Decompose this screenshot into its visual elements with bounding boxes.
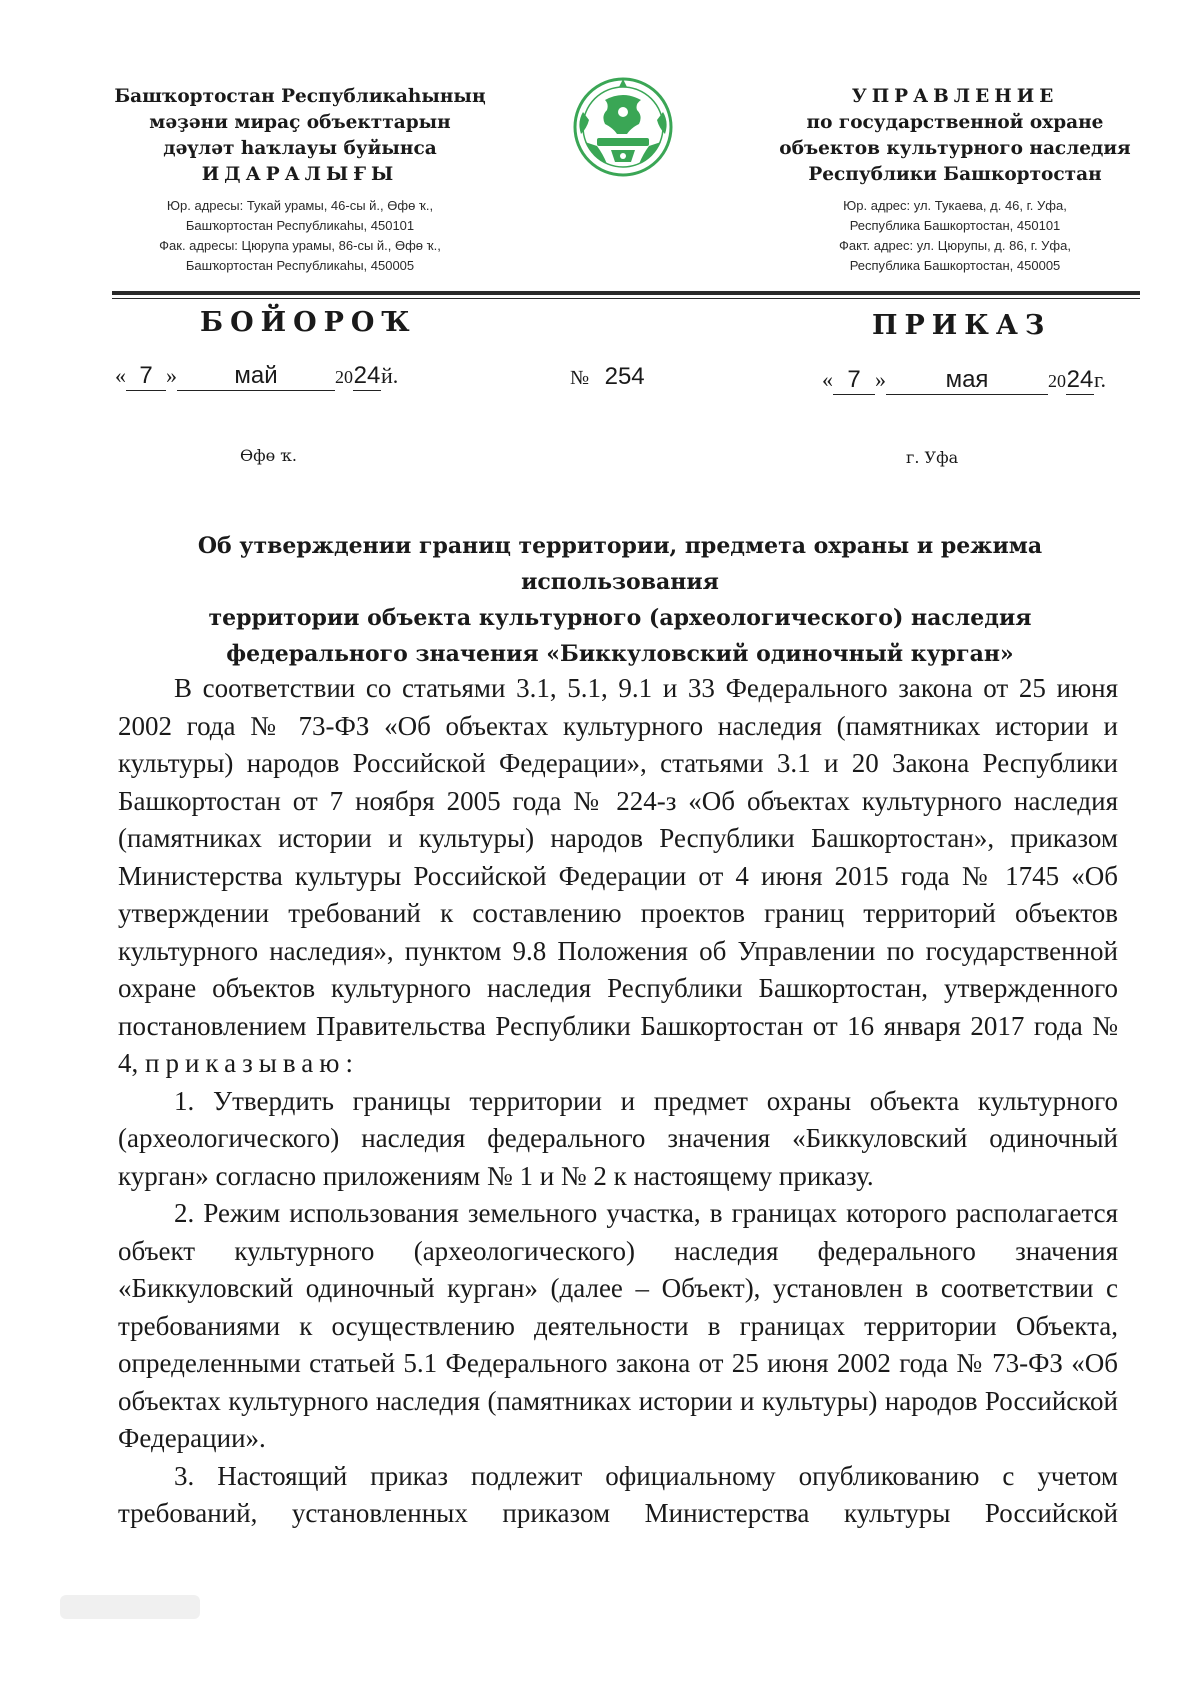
header-right-line3: объектов культурного наследия <box>779 138 1131 159</box>
date-right-year-prefix: 20 <box>1048 371 1066 391</box>
header-right-addr3: Факт. адрес: ул. Цюрупы, д. 86, г. Уфа, <box>839 238 1071 253</box>
date-right-month: мая <box>886 366 1048 395</box>
date-left-year-prefix: 20 <box>335 367 353 387</box>
header-left-line1: Башҡортостан Республикаһының <box>114 86 486 107</box>
header-left-addr1: Юр. адресы: Тукай урамы, 46-сы й., Өфө ҡ., <box>166 198 434 213</box>
title-line2: территории объекта культурного (археологического) наследия <box>208 605 1032 631</box>
date-left <box>115 362 398 391</box>
date-left-year-suffix: 24 <box>353 362 381 389</box>
header-right-addr4: Республика Башкортостан, 450005 <box>849 258 1061 273</box>
order-number <box>570 363 645 391</box>
header-left-addr4: Башҡортостан Республикаһы, 450005 <box>185 258 415 273</box>
city-right: г. Уфа <box>906 448 959 467</box>
header-right-address <box>775 196 1135 276</box>
date-right-year-suffix: 24 <box>1066 366 1094 393</box>
order-number-sign: № <box>570 367 590 389</box>
header-left-line3: дәүләт һаҡлауы буйынса <box>163 138 437 159</box>
header-right-addr1: Юр. адрес: ул. Тукаева, д. 46, г. Уфа, <box>843 198 1067 213</box>
preamble-text: В соответствии со статьями 3.1, 5.1, 9.1 и 33 Федерального закона от 25 июня 2002 года № 73-ФЗ «Об объектах культурного наследия (памятниках истории и культуры) народов Российской Федерации», статьями 3.1 и 20 Закона Республики Башкортостан от 7 ноября 2005 года № 224-з «Об объектах культурного наследия (памятниках истории и культуры) народов Республики Башкортостан», приказом Министерства культуры Российской Федерации от 4 июня 2015 года № 1745 «Об утверждении требований к составлению проектов границ территорий объектов культурного наследия», пунктом 9.8 Положения об Управлении по государственной охране объектов культурного наследия Республики Башкортостан, утвержденного постановлением Правительства Республики Башкортостан от 16 января 2017 года № 4, <box>118 673 1118 1078</box>
header-left-line2: мәҙәни мираҫ объекттарын <box>149 112 451 133</box>
faint-stamp <box>60 1595 200 1619</box>
header-right <box>775 84 1135 276</box>
city-left: Өфө ҡ. <box>240 446 297 465</box>
date-left-day: 7 <box>126 362 166 391</box>
coat-of-arms-icon <box>563 72 683 182</box>
date-left-close: » <box>166 363 177 388</box>
header-divider-thin <box>112 298 1140 299</box>
date-left-open: « <box>115 363 126 388</box>
order-number-value: 254 <box>604 363 645 390</box>
body-item-2: 2. Режим использования земельного участка, в границах которого располагается объект культурного (археологического) наследия федерального значения «Биккуловский одиночный курган» (далее – Объект), установлен в соответствии с требованиями к осуществлению деятельности в границах территории Объекта, определенными статьей 5.1 Федерального закона от 25 июня 2002 года № 73-ФЗ «Об объектах культурного наследия (памятниках истории и культуры) народов Российской Федерации». <box>118 1198 1118 1453</box>
doc-type-left: БОЙОРОҠ <box>200 307 417 338</box>
header-right-line4: Республики Башкортостан <box>808 164 1102 185</box>
header-divider-thick <box>112 291 1140 295</box>
header-left <box>100 84 500 276</box>
document-title <box>110 528 1130 672</box>
date-right-open: « <box>822 367 833 392</box>
header-left-address <box>100 196 500 276</box>
header-left-line4: ИДАРАЛЫҒЫ <box>201 164 399 185</box>
header-right-addr2: Республика Башкортостан, 450101 <box>849 218 1061 233</box>
document-body <box>118 670 1118 1533</box>
header-right-line1: УПРАВЛЕНИЕ <box>851 86 1059 107</box>
order-word: приказываю: <box>145 1048 359 1078</box>
title-line3: федерального значения «Биккуловский одиночный курган» <box>226 641 1014 667</box>
date-right <box>822 366 1106 395</box>
header-left-addr3: Фак. адресы: Цюрупа урамы, 86-сы й., Өфө ҡ., <box>159 238 441 253</box>
date-left-month: май <box>177 362 335 391</box>
body-preamble <box>118 670 1118 1083</box>
body-item-1: 1. Утвердить границы территории и предмет охраны объекта культурного (археологического) наследия федерального значения «Биккуловский одиночный курган» согласно приложениям № 1 и № 2 к настоящему приказу. <box>118 1085 1118 1191</box>
date-right-close: » <box>875 367 886 392</box>
date-right-unit: г. <box>1094 367 1107 392</box>
header-left-addr2: Башҡортостан Республикаһы, 450101 <box>185 218 415 233</box>
body-item-3: 3. Настоящий приказ подлежит официальному опубликованию с учетом требований, установленных приказом Министерства культуры Российской <box>118 1460 1118 1528</box>
date-right-day: 7 <box>833 366 875 395</box>
header-right-line2: по государственной охране <box>806 112 1104 133</box>
doc-type-right: ПРИКАЗ <box>872 310 1052 341</box>
date-left-unit: й. <box>381 363 399 388</box>
title-line1: Об утверждении границ территории, предмета охраны и режима использования <box>197 533 1043 595</box>
